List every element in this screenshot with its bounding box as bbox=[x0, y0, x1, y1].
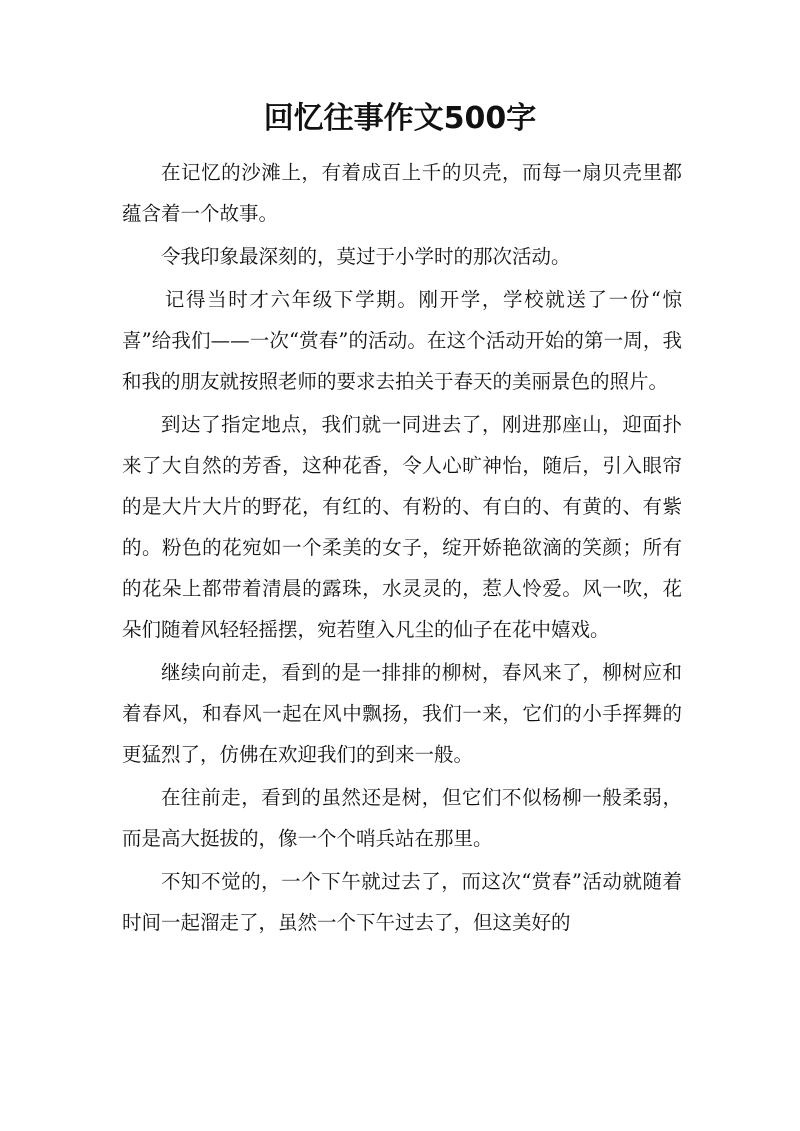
paragraph-2: 令我印象最深刻的，莫过于小学时的那次活动。 bbox=[161, 245, 571, 268]
document-title: 回忆往事作文500字 bbox=[263, 101, 537, 136]
paragraph-1: 在记忆的沙滩上，有着成百上千的贝壳，而每一扇贝壳里都蕴含着一个故事。 bbox=[122, 161, 682, 225]
paragraph-5: 继续向前走，看到的是一排排的柳树，春风来了，柳树应和着春风，和春风一起在风中飘扬，我们一来，它们的小手挥舞的更猛烈了，仿佛在欢迎我们的到来一般。 bbox=[122, 661, 682, 766]
paragraph-7: 不知不觉的，一个下午就过去了，而这次“赏春”活动就随着时间一起溜走了，虽然一个下午过去了，但这美好的 bbox=[122, 870, 682, 934]
document-body bbox=[122, 152, 682, 943]
paragraph-6: 在往前走，看到的虽然还是树，但它们不似杨柳一般柔弱，而是高大挺拔的，像一个个哨兵站在那里。 bbox=[122, 786, 682, 850]
paragraph-3: 记得当时才六年级下学期。刚开学，学校就送了一份“惊喜”给我们——一次“赏春”的活动。在这个活动开始的第一周，我和我的朋友就按照老师的要求去拍关于春天的美丽景色的照片。 bbox=[122, 288, 682, 393]
paragraph-4: 到达了指定地点，我们就一同进去了，刚进那座山，迎面扑来了大自然的芳香，这种花香，令人心旷神怡，随后，引入眼帘的是大片大片的野花，有红的、有粉的、有白的、有黄的、有紫的。粉色的花宛如一个柔美的女子，绽开娇艳欲滴的笑颜；所有的花朵上都带着清晨的露珠，水灵灵的，惹人怜爱。风一吹，花朵们随着风轻轻摇摆，宛若堕入凡尘的仙子在花中嬉戏。 bbox=[122, 413, 682, 641]
